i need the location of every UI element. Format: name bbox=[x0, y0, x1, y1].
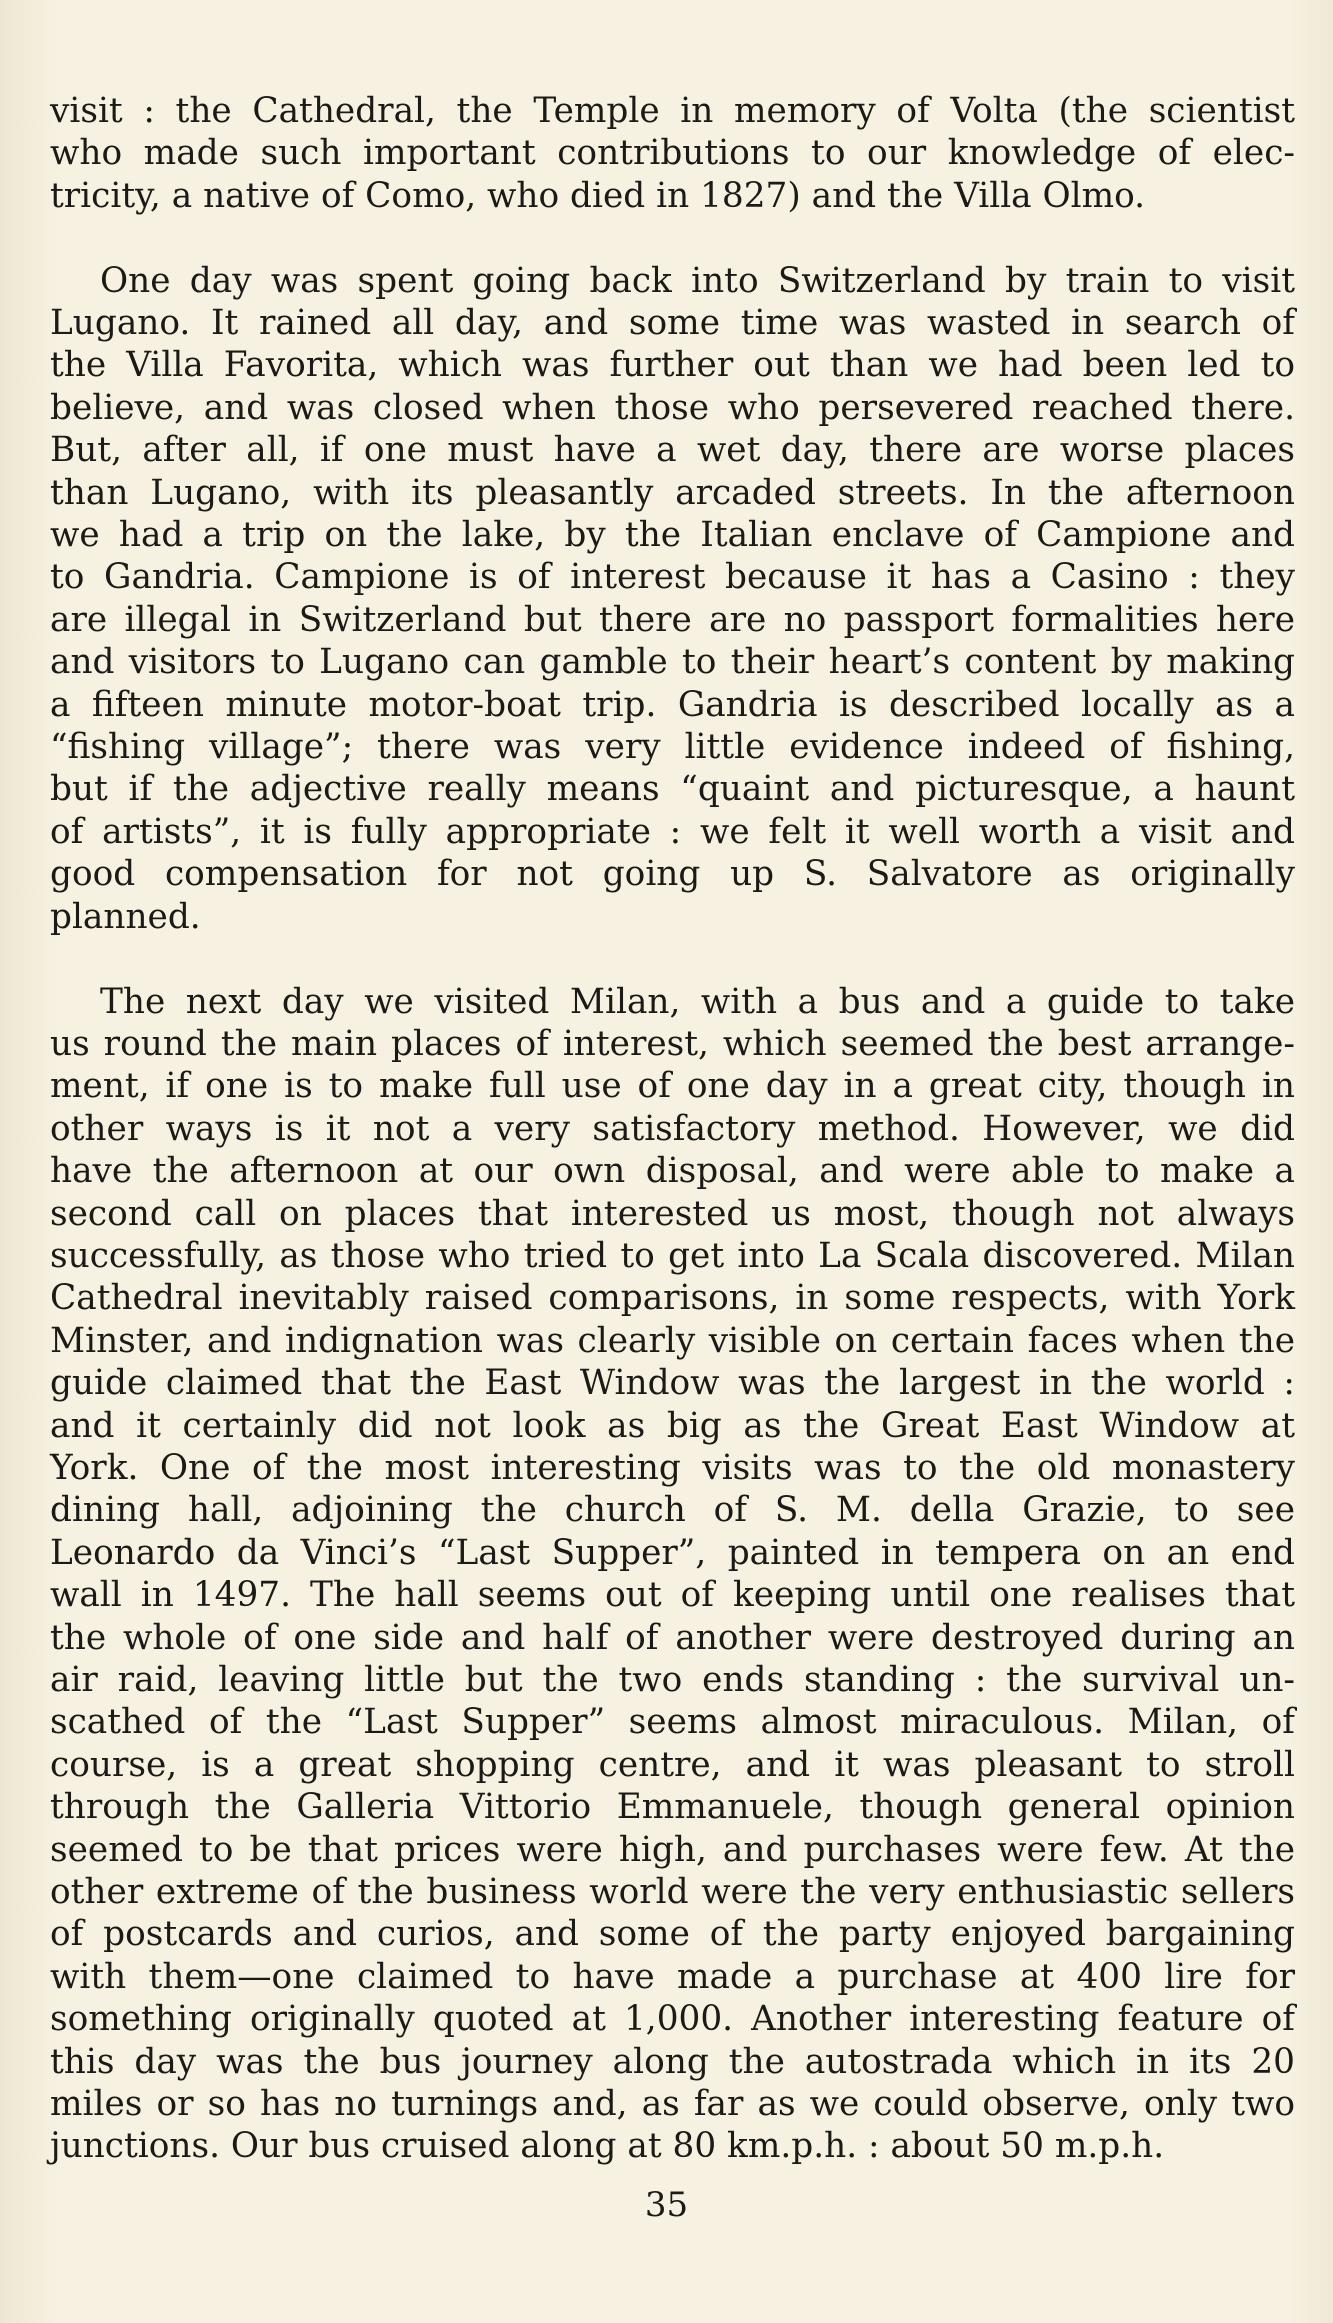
text-line: York. One of the most interesting visits was to the old monastery bbox=[50, 1447, 1295, 1488]
text-line: other extreme of the business world were the very enthusiastic sellers bbox=[50, 1872, 1295, 1913]
text-line: planned. bbox=[50, 896, 201, 937]
paragraph-1 bbox=[50, 90, 1295, 217]
text-line: of postcards and curios, and some of the party enjoyed bargaining bbox=[50, 1914, 1295, 1955]
text-line: to Gandria. Campione is of interest because it has a Casino : they bbox=[50, 557, 1295, 598]
text-line: but if the adjective really means “quaint and picturesque, a haunt bbox=[50, 769, 1295, 810]
text-line: Leonardo da Vinci’s “Last Supper”, painted in tempera on an end bbox=[50, 1532, 1295, 1573]
text-line: have the afternoon at our own disposal, and were able to make a bbox=[50, 1151, 1295, 1192]
text-line: who made such important contributions to our knowledge of elec- bbox=[50, 133, 1295, 174]
text-line: ment, if one is to make full use of one day in a great city, though in bbox=[50, 1066, 1295, 1107]
text-line: believe, and was closed when those who persevered reached there. bbox=[50, 387, 1295, 428]
text-line: “fishing village”; there was very little evidence indeed of fishing, bbox=[50, 727, 1295, 768]
text-line: we had a trip on the lake, by the Italian enclave of Campione and bbox=[50, 515, 1295, 556]
text-line: Minster, and indignation was clearly visible on certain faces when the bbox=[50, 1320, 1295, 1361]
text-line: wall in 1497. The hall seems out of keeping until one realises that bbox=[50, 1575, 1295, 1616]
paragraph-gap bbox=[50, 938, 1295, 980]
text-line: guide claimed that the East Window was the largest in the world : bbox=[50, 1363, 1295, 1404]
text-line: seemed to be that prices were high, and purchases were few. At the bbox=[50, 1829, 1295, 1870]
body-text bbox=[50, 90, 1295, 2168]
text-line: second call on places that interested us most, though not always bbox=[50, 1193, 1295, 1234]
text-line: air raid, leaving little but the two ends standing : the survival un- bbox=[50, 1660, 1295, 1700]
text-line: and it certainly did not look as big as the Great East Window at bbox=[50, 1405, 1295, 1446]
text-line: Lugano. It rained all day, and some time was wasted in search of bbox=[50, 303, 1295, 344]
text-line: miles or so has no turnings and, as far as we could observe, only two bbox=[50, 2084, 1295, 2125]
paragraph-2 bbox=[50, 260, 1295, 939]
text-line: course, is a great shopping centre, and it was pleasant to stroll bbox=[50, 1744, 1295, 1785]
text-line: good compensation for not going up S. Salvatore as originally bbox=[50, 854, 1295, 895]
text-line: junctions. Our bus cruised along at 80 km.p.h. : about 50 m.p.h. bbox=[50, 2126, 1165, 2167]
text-line: But, after all, if one must have a wet day, there are worse places bbox=[50, 430, 1295, 471]
text-line: tricity, a native of Como, who died in 1827) and the Villa Olmo. bbox=[50, 175, 1146, 216]
text-line: through the Galleria Vittorio Emmanuele, though general opinion bbox=[50, 1787, 1295, 1828]
text-line: visit : the Cathedral, the Temple in memory of Volta (the scientist bbox=[50, 91, 1295, 131]
text-line: Cathedral inevitably raised comparisons, in some respects, with York bbox=[50, 1278, 1295, 1319]
text-line: the Villa Favorita, which was further out than we had been led to bbox=[50, 345, 1295, 386]
text-line: dining hall, adjoining the church of S. M. della Grazie, to see bbox=[50, 1490, 1295, 1531]
text-line: One day was spent going back into Switzerland by train to visit bbox=[100, 260, 1295, 301]
text-line: other ways is it not a very satisfactory method. However, we did bbox=[50, 1108, 1295, 1149]
text-line: scathed of the “Last Supper” seems almost miraculous. Milan, of bbox=[50, 1702, 1295, 1743]
text-line: of artists”, it is fully appropriate : we felt it well worth a visit and bbox=[50, 811, 1295, 852]
text-line: a fifteen minute motor-boat trip. Gandria is described locally as a bbox=[50, 684, 1295, 725]
text-line: the whole of one side and half of another were destroyed during an bbox=[50, 1617, 1295, 1658]
text-line: something originally quoted at 1,000. Another interesting feature of bbox=[50, 1999, 1295, 2040]
paragraph-gap bbox=[50, 217, 1295, 259]
text-line: us round the main places of interest, which seemed the best arrange- bbox=[50, 1023, 1295, 1064]
text-line: are illegal in Switzerland but there are no passport formalities here bbox=[50, 599, 1295, 640]
text-line: and visitors to Lugano can gamble to their heart’s content by making bbox=[50, 642, 1295, 683]
text-line: this day was the bus journey along the autostrada which in its 20 bbox=[50, 2041, 1295, 2082]
text-line: The next day we visited Milan, with a bus and a guide to take bbox=[100, 981, 1295, 1022]
page-number: 35 bbox=[644, 2185, 689, 2225]
text-line: than Lugano, with its pleasantly arcaded streets. In the afternoon bbox=[50, 472, 1295, 513]
text-line: with them—one claimed to have made a purchase at 400 lire for bbox=[50, 1956, 1295, 1997]
paragraph-3 bbox=[50, 981, 1295, 2168]
text-line: successfully, as those who tried to get into La Scala discovered. Milan bbox=[50, 1235, 1295, 1276]
